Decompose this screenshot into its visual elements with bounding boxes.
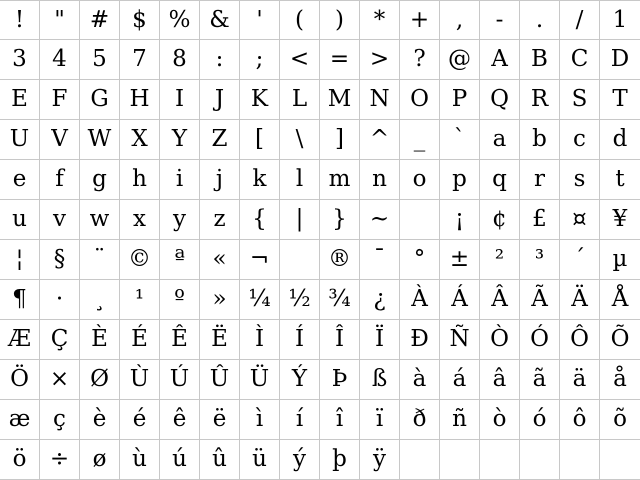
glyph-cell[interactable]: U — [0, 120, 40, 160]
glyph-cell[interactable]: ; — [240, 40, 280, 80]
glyph-cell[interactable]: È — [80, 320, 120, 360]
glyph-cell[interactable]: ' — [240, 0, 280, 40]
glyph-cell[interactable]: C — [560, 40, 600, 80]
glyph-cell[interactable]: 7 — [120, 40, 160, 80]
glyph-cell[interactable]: ² — [480, 240, 520, 280]
glyph-cell[interactable]: B — [520, 40, 560, 80]
glyph-cell[interactable]: ` — [440, 120, 480, 160]
glyph-cell[interactable]: þ — [320, 440, 360, 480]
glyph-cell[interactable]: ä — [560, 360, 600, 400]
glyph-cell[interactable]: Ö — [0, 360, 40, 400]
glyph-cell[interactable]: [ — [240, 120, 280, 160]
glyph-cell[interactable]: L — [280, 80, 320, 120]
glyph-cell[interactable]: _ — [400, 120, 440, 160]
glyph-cell[interactable]: ñ — [440, 400, 480, 440]
glyph-cell[interactable]: à — [400, 360, 440, 400]
glyph-cell[interactable]: ý — [280, 440, 320, 480]
glyph-cell[interactable]: ò — [480, 400, 520, 440]
glyph-cell[interactable]: w — [80, 200, 120, 240]
glyph-cell[interactable]: z — [200, 200, 240, 240]
glyph-cell[interactable]: á — [440, 360, 480, 400]
glyph-cell[interactable]: x — [120, 200, 160, 240]
glyph-cell[interactable]: I — [160, 80, 200, 120]
glyph-cell[interactable]: Ù — [120, 360, 160, 400]
glyph-cell[interactable]: Æ — [0, 320, 40, 360]
glyph-cell[interactable]: q — [480, 160, 520, 200]
glyph-cell[interactable]: Ê — [160, 320, 200, 360]
glyph-cell[interactable]: Ü — [240, 360, 280, 400]
glyph-cell[interactable]: P — [440, 80, 480, 120]
glyph-cell[interactable]: Ø — [80, 360, 120, 400]
glyph-cell[interactable] — [280, 240, 320, 280]
glyph-cell[interactable]: ´ — [560, 240, 600, 280]
glyph-cell[interactable]: Ã — [520, 280, 560, 320]
glyph-cell[interactable]: M — [320, 80, 360, 120]
glyph-cell[interactable]: Á — [440, 280, 480, 320]
glyph-cell[interactable]: D — [600, 40, 640, 80]
glyph-cell[interactable]: = — [320, 40, 360, 80]
glyph-cell[interactable]: : — [200, 40, 240, 80]
glyph-cell[interactable]: * — [360, 0, 400, 40]
glyph-cell[interactable]: N — [360, 80, 400, 120]
glyph-cell[interactable]: Î — [320, 320, 360, 360]
glyph-cell[interactable]: t — [600, 160, 640, 200]
glyph-cell[interactable]: a — [480, 120, 520, 160]
glyph-cell[interactable]: Þ — [320, 360, 360, 400]
glyph-cell[interactable]: ¶ — [0, 280, 40, 320]
glyph-cell[interactable]: h — [120, 160, 160, 200]
glyph-cell[interactable]: y — [160, 200, 200, 240]
glyph-cell[interactable]: ¿ — [360, 280, 400, 320]
glyph-cell[interactable]: 4 — [40, 40, 80, 80]
glyph-cell[interactable]: F — [40, 80, 80, 120]
glyph-cell[interactable]: ~ — [360, 200, 400, 240]
glyph-cell[interactable]: m — [320, 160, 360, 200]
glyph-cell[interactable]: # — [80, 0, 120, 40]
glyph-cell[interactable]: ô — [560, 400, 600, 440]
glyph-cell[interactable]: é — [120, 400, 160, 440]
glyph-cell[interactable]: å — [600, 360, 640, 400]
glyph-cell[interactable]: Ñ — [440, 320, 480, 360]
glyph-cell[interactable]: ÷ — [40, 440, 80, 480]
glyph-cell[interactable]: d — [600, 120, 640, 160]
glyph-cell[interactable]: b — [520, 120, 560, 160]
glyph-cell[interactable]: i — [160, 160, 200, 200]
glyph-cell[interactable]: æ — [0, 400, 40, 440]
glyph-cell[interactable]: Ì — [240, 320, 280, 360]
glyph-cell[interactable]: " — [40, 0, 80, 40]
glyph-cell[interactable]: Y — [160, 120, 200, 160]
glyph-cell[interactable]: ð — [400, 400, 440, 440]
glyph-cell[interactable]: ¨ — [80, 240, 120, 280]
glyph-cell[interactable]: / — [560, 0, 600, 40]
glyph-cell[interactable]: & — [200, 0, 240, 40]
glyph-cell[interactable]: ö — [0, 440, 40, 480]
glyph-cell[interactable]: ¤ — [560, 200, 600, 240]
glyph-cell[interactable]: r — [520, 160, 560, 200]
glyph-cell[interactable]: V — [40, 120, 80, 160]
glyph-cell[interactable]: n — [360, 160, 400, 200]
glyph-cell[interactable]: K — [240, 80, 280, 120]
glyph-cell[interactable]: ¡ — [440, 200, 480, 240]
glyph-cell[interactable]: ¢ — [480, 200, 520, 240]
glyph-cell[interactable] — [600, 440, 640, 480]
glyph-cell[interactable]: ï — [360, 400, 400, 440]
glyph-cell[interactable] — [440, 440, 480, 480]
glyph-cell[interactable]: Q — [480, 80, 520, 120]
glyph-cell[interactable]: É — [120, 320, 160, 360]
glyph-cell[interactable]: Å — [600, 280, 640, 320]
glyph-cell[interactable] — [480, 440, 520, 480]
glyph-cell[interactable]: Ë — [200, 320, 240, 360]
glyph-cell[interactable]: Í — [280, 320, 320, 360]
glyph-cell[interactable]: o — [400, 160, 440, 200]
glyph-cell[interactable]: Ä — [560, 280, 600, 320]
glyph-cell[interactable]: v — [40, 200, 80, 240]
glyph-cell[interactable] — [560, 440, 600, 480]
glyph-cell[interactable]: è — [80, 400, 120, 440]
glyph-cell[interactable]: R — [520, 80, 560, 120]
glyph-cell[interactable]: } — [320, 200, 360, 240]
glyph-cell[interactable]: ] — [320, 120, 360, 160]
glyph-cell[interactable]: J — [200, 80, 240, 120]
glyph-cell[interactable]: ! — [0, 0, 40, 40]
glyph-cell[interactable]: í — [280, 400, 320, 440]
glyph-cell[interactable]: e — [0, 160, 40, 200]
glyph-cell[interactable]: ß — [360, 360, 400, 400]
glyph-cell[interactable]: ¥ — [600, 200, 640, 240]
glyph-cell[interactable]: ¸ — [80, 280, 120, 320]
glyph-cell[interactable]: 3 — [0, 40, 40, 80]
glyph-cell[interactable]: ° — [400, 240, 440, 280]
glyph-cell[interactable]: u — [0, 200, 40, 240]
glyph-cell[interactable]: Z — [200, 120, 240, 160]
glyph-cell[interactable]: « — [200, 240, 240, 280]
glyph-cell[interactable]: { — [240, 200, 280, 240]
glyph-cell[interactable]: ^ — [360, 120, 400, 160]
glyph-cell[interactable]: â — [480, 360, 520, 400]
glyph-cell[interactable]: Ç — [40, 320, 80, 360]
glyph-cell[interactable]: Ð — [400, 320, 440, 360]
glyph-cell[interactable]: ë — [200, 400, 240, 440]
glyph-cell[interactable]: Ï — [360, 320, 400, 360]
glyph-cell[interactable]: Û — [200, 360, 240, 400]
glyph-cell[interactable]: 5 — [80, 40, 120, 80]
glyph-cell[interactable]: - — [480, 0, 520, 40]
glyph-cell[interactable] — [400, 440, 440, 480]
glyph-cell[interactable]: § — [40, 240, 80, 280]
glyph-cell[interactable]: £ — [520, 200, 560, 240]
glyph-cell[interactable]: ® — [320, 240, 360, 280]
glyph-cell[interactable]: ç — [40, 400, 80, 440]
glyph-cell[interactable]: f — [40, 160, 80, 200]
glyph-cell[interactable]: + — [400, 0, 440, 40]
glyph-cell[interactable]: | — [280, 200, 320, 240]
glyph-cell[interactable]: k — [240, 160, 280, 200]
glyph-cell[interactable]: ã — [520, 360, 560, 400]
glyph-cell[interactable]: c — [560, 120, 600, 160]
glyph-cell[interactable]: 1 — [600, 0, 640, 40]
glyph-cell[interactable]: ) — [320, 0, 360, 40]
glyph-cell[interactable]: ú — [160, 440, 200, 480]
glyph-cell[interactable]: , — [440, 0, 480, 40]
glyph-cell[interactable]: À — [400, 280, 440, 320]
glyph-cell[interactable]: º — [160, 280, 200, 320]
glyph-cell[interactable]: < — [280, 40, 320, 80]
glyph-cell[interactable]: G — [80, 80, 120, 120]
glyph-cell[interactable]: µ — [600, 240, 640, 280]
glyph-cell[interactable]: ¹ — [120, 280, 160, 320]
glyph-cell[interactable]: î — [320, 400, 360, 440]
glyph-cell[interactable]: j — [200, 160, 240, 200]
glyph-cell[interactable]: g — [80, 160, 120, 200]
glyph-cell[interactable]: l — [280, 160, 320, 200]
glyph-cell[interactable]: Õ — [600, 320, 640, 360]
glyph-cell[interactable]: X — [120, 120, 160, 160]
glyph-cell[interactable]: Ó — [520, 320, 560, 360]
glyph-cell[interactable]: Ý — [280, 360, 320, 400]
glyph-cell[interactable]: © — [120, 240, 160, 280]
glyph-cell[interactable] — [400, 200, 440, 240]
glyph-cell[interactable]: ª — [160, 240, 200, 280]
glyph-cell[interactable]: ¦ — [0, 240, 40, 280]
glyph-cell[interactable]: ì — [240, 400, 280, 440]
glyph-cell[interactable]: ø — [80, 440, 120, 480]
glyph-cell[interactable]: Ú — [160, 360, 200, 400]
glyph-cell[interactable]: Ò — [480, 320, 520, 360]
glyph-cell[interactable]: ½ — [280, 280, 320, 320]
glyph-cell[interactable]: ? — [400, 40, 440, 80]
glyph-cell[interactable]: ³ — [520, 240, 560, 280]
glyph-cell[interactable]: W — [80, 120, 120, 160]
glyph-cell[interactable]: Ô — [560, 320, 600, 360]
glyph-cell[interactable]: » — [200, 280, 240, 320]
glyph-cell[interactable]: > — [360, 40, 400, 80]
glyph-cell[interactable]: @ — [440, 40, 480, 80]
glyph-cell[interactable]: ¼ — [240, 280, 280, 320]
glyph-cell[interactable]: ( — [280, 0, 320, 40]
glyph-cell[interactable]: · — [40, 280, 80, 320]
glyph-cell[interactable]: Â — [480, 280, 520, 320]
glyph-cell[interactable]: ± — [440, 240, 480, 280]
glyph-cell[interactable]: p — [440, 160, 480, 200]
glyph-cell[interactable]: ê — [160, 400, 200, 440]
glyph-cell[interactable]: ¬ — [240, 240, 280, 280]
glyph-cell[interactable] — [520, 440, 560, 480]
glyph-cell[interactable]: \ — [280, 120, 320, 160]
glyph-cell[interactable]: % — [160, 0, 200, 40]
glyph-cell[interactable]: õ — [600, 400, 640, 440]
glyph-cell[interactable]: ÿ — [360, 440, 400, 480]
glyph-cell[interactable]: S — [560, 80, 600, 120]
glyph-cell[interactable]: û — [200, 440, 240, 480]
glyph-cell[interactable]: ù — [120, 440, 160, 480]
glyph-cell[interactable]: ¾ — [320, 280, 360, 320]
glyph-cell[interactable]: × — [40, 360, 80, 400]
glyph-cell[interactable]: E — [0, 80, 40, 120]
glyph-cell[interactable]: ¯ — [360, 240, 400, 280]
glyph-cell[interactable]: T — [600, 80, 640, 120]
glyph-cell[interactable]: . — [520, 0, 560, 40]
glyph-cell[interactable]: ó — [520, 400, 560, 440]
glyph-cell[interactable]: s — [560, 160, 600, 200]
glyph-cell[interactable]: H — [120, 80, 160, 120]
glyph-cell[interactable]: O — [400, 80, 440, 120]
glyph-cell[interactable]: $ — [120, 0, 160, 40]
glyph-cell[interactable]: A — [480, 40, 520, 80]
glyph-cell[interactable]: ü — [240, 440, 280, 480]
glyph-cell[interactable]: 8 — [160, 40, 200, 80]
